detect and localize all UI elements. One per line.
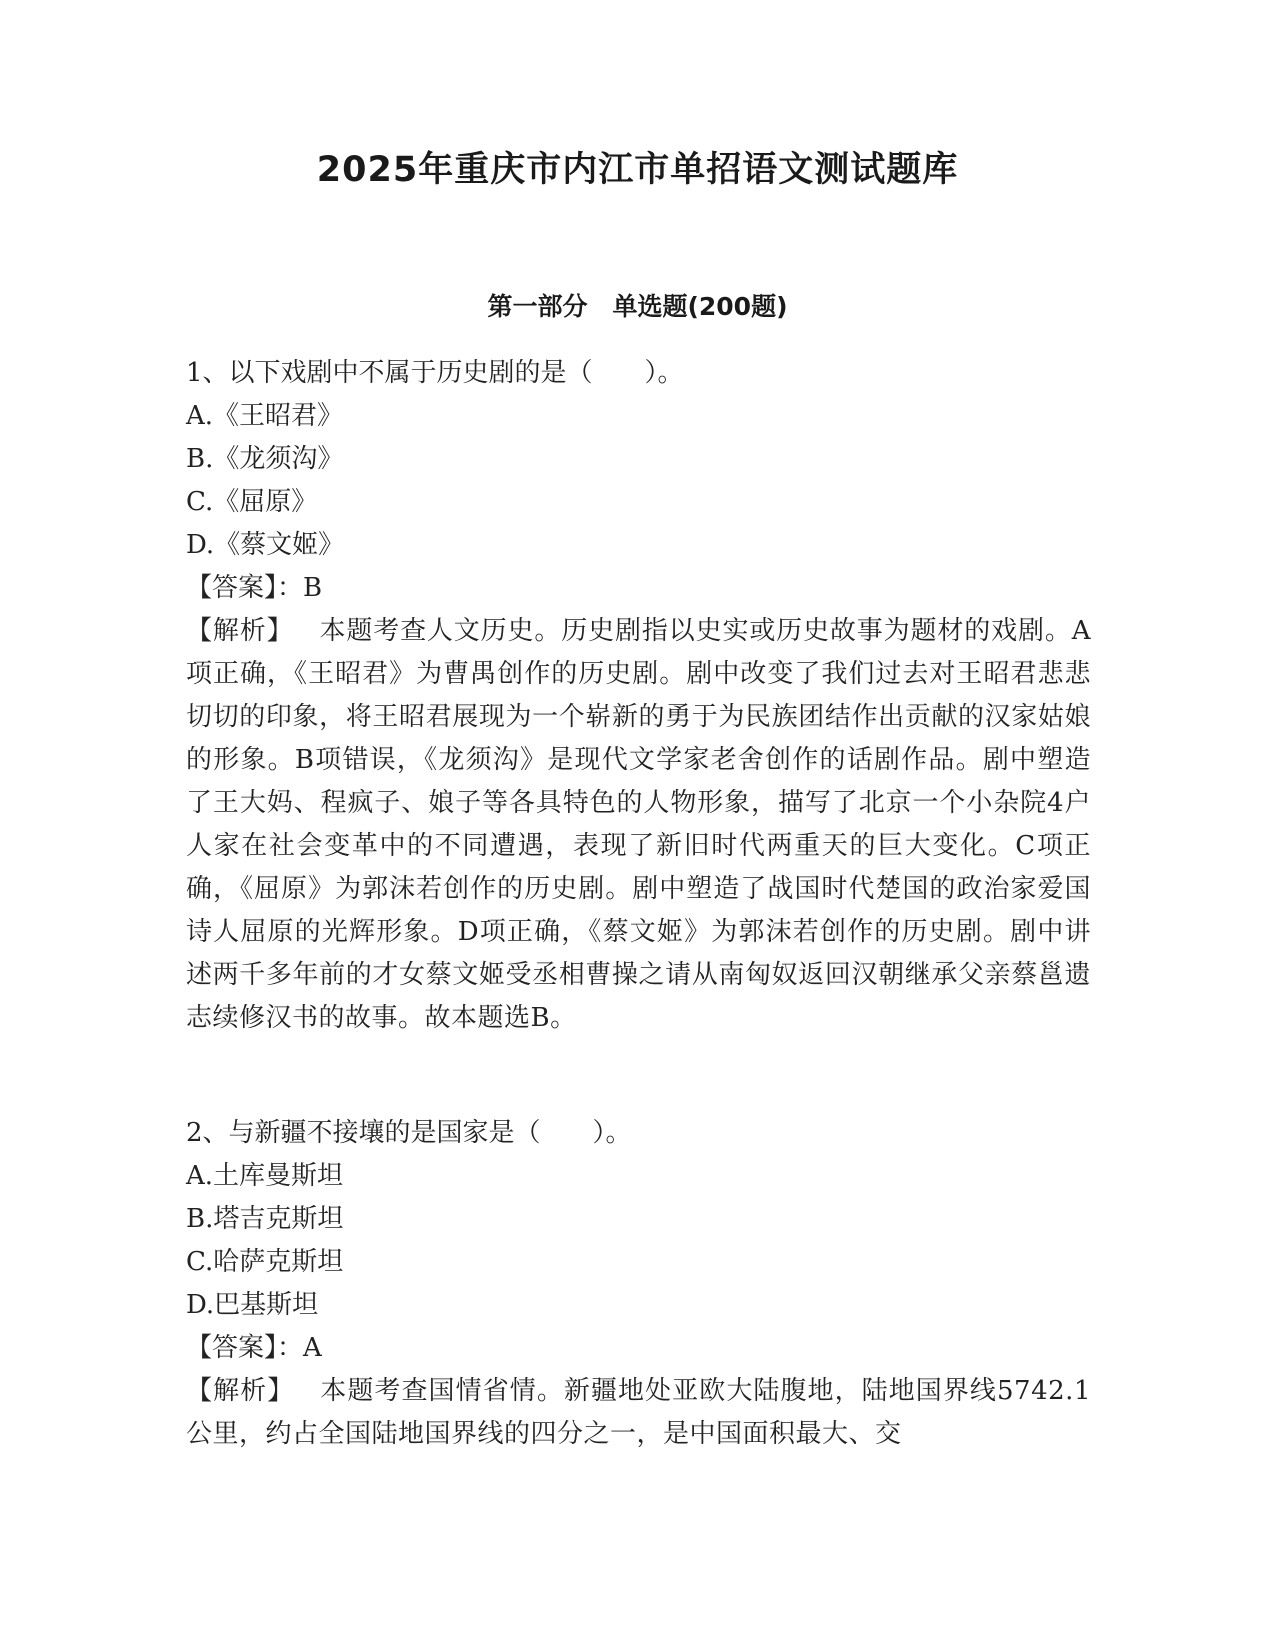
document-title: 2025年重庆市内江市单招语文测试题库 bbox=[316, 150, 959, 190]
option-c: C.哈萨克斯坦 bbox=[186, 1247, 344, 1277]
analysis-tag: 【解析】 bbox=[186, 1376, 295, 1406]
option-d: D.巴基斯坦 bbox=[186, 1290, 319, 1320]
option-d: D.《蔡文姬》 bbox=[186, 530, 345, 560]
section-title: 第一部分 单选题(200题) bbox=[487, 292, 788, 321]
analysis-text: 本题考查国情省情。新疆地处亚欧大陆腹地，陆地国界线5742.1公里，约占全国陆地国界线的四分之一，是中国面积最大、交 bbox=[186, 1376, 1091, 1449]
option-b: B.《龙须沟》 bbox=[186, 444, 344, 474]
question-block-2 bbox=[186, 1112, 1091, 1456]
question-stem: 2、与新疆不接壤的是国家是（ ）。 bbox=[186, 1118, 632, 1148]
option-c: C.《屈原》 bbox=[186, 487, 318, 517]
analysis-tag: 【解析】 bbox=[186, 616, 294, 646]
option-a: A.土库曼斯坦 bbox=[186, 1161, 344, 1191]
option-a: A.《王昭君》 bbox=[186, 401, 344, 431]
answer-line: 【答案】：B bbox=[186, 573, 323, 603]
analysis-text: 本题考查人文历史。历史剧指以史实或历史故事为题材的戏剧。A项正确，《王昭君》为曹禺创作的历史剧。剧中改变了我们过去对王昭君悲悲切切的印象，将王昭君展现为一个崭新的勇于为民族团结作出贡献的汉家姑娘的形象。B项错误，《龙须沟》是现代文学家老舍创作的话剧作品。剧中塑造了王大妈、程疯子、娘子等各具特色的人物形象，描写了北京一个小杂院4户人家在社会变革中的不同遭遇，表现了新旧时代两重天的巨大变化。C项正确，《屈原》为郭沫若创作的历史剧。剧中塑造了战国时代楚国的政治家爱国诗人屈原的光辉形象。D项正确，《蔡文姬》为郭沫若创作的历史剧。剧中讲述两千多年前的才女蔡文姬受丞相曹操之请从南匈奴返回汉朝继承父亲蔡邕遗志续修汉书的故事。故本题选B。 bbox=[186, 616, 1091, 1033]
question-stem: 1、以下戏剧中不属于历史剧的是（ ）。 bbox=[186, 358, 684, 388]
answer-line: 【答案】：A bbox=[186, 1333, 322, 1363]
question-block-1 bbox=[186, 352, 1091, 1040]
option-b: B.塔吉克斯坦 bbox=[186, 1204, 344, 1234]
analysis-paragraph bbox=[186, 610, 1091, 1040]
analysis-paragraph bbox=[186, 1370, 1091, 1456]
